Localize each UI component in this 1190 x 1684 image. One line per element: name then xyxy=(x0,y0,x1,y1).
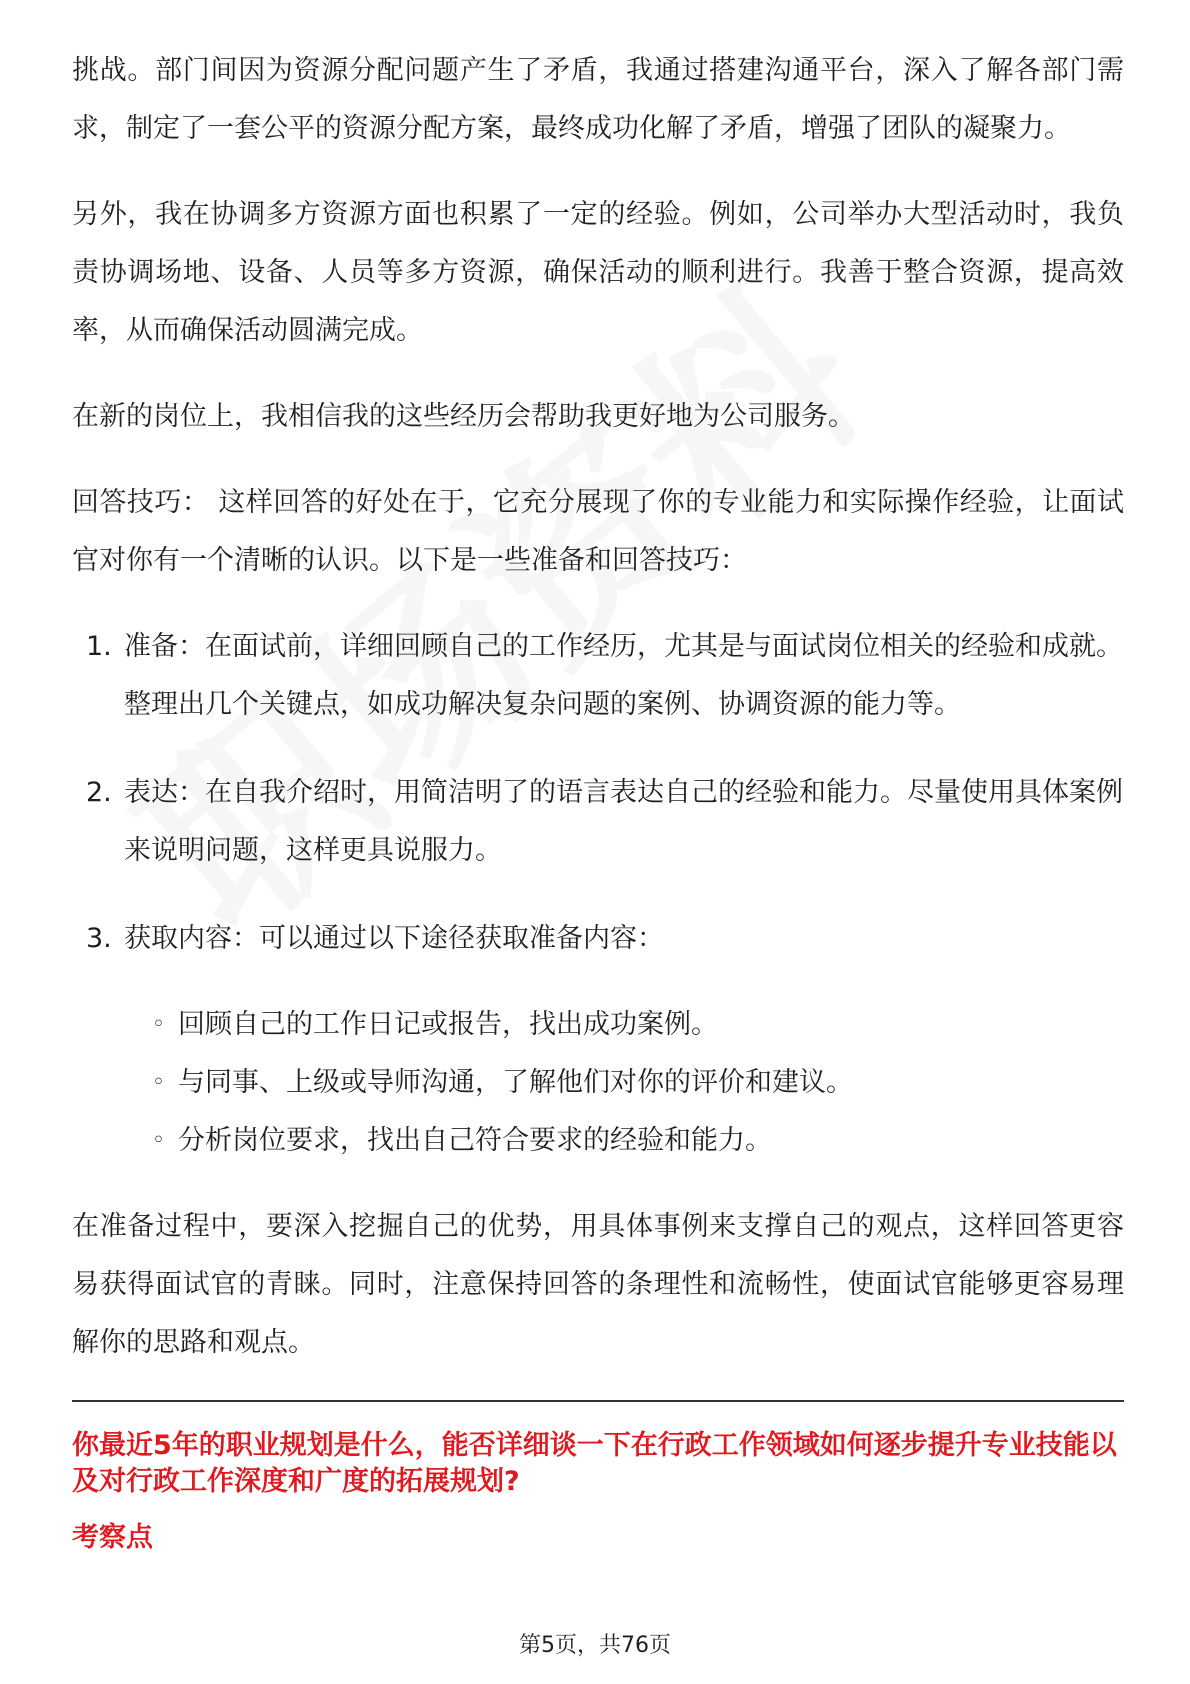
paragraph: 另外，我在协调多方资源方面也积累了一定的经验。例如，公司举办大型活动时，我负责协调场地、设备、人员等多方资源，确保活动的顺利进行。我善于整合资源，提高效率，从而确保活动圆满完成。 xyxy=(72,199,1124,346)
list-item-text: 准备：在面试前，详细回顾自己的工作经历，尤其是与面试岗位相关的经验和成就。整理出几个关键点，如成功解决复杂问题的案例、协调资源的能力等。 xyxy=(124,631,1123,720)
paragraph: 在新的岗位上，我相信我的这些经历会帮助我更好地为公司服务。 xyxy=(72,401,855,432)
closing-paragraph: 在准备过程中，要深入挖掘自己的优势，用具体事例来支撑自己的观点，这样回答更容易获得面试官的青睐。同时，注意保持回答的条理性和流畅性，使面试官能够更容易理解你的思路和观点。 xyxy=(72,1211,1124,1358)
sub-list-item xyxy=(72,1054,1124,1112)
sub-list-item xyxy=(72,1112,1124,1170)
bullet-icon: ◦ xyxy=(152,1128,165,1153)
sub-list-item-text: 与同事、上级或导师沟通，了解他们对你的评价和建议。 xyxy=(178,1067,853,1098)
page-content xyxy=(72,42,1124,1556)
tips-list xyxy=(72,618,1124,968)
sub-list xyxy=(72,996,1124,1170)
list-item-text: 表达：在自我介绍时，用简洁明了的语言表达自己的经验和能力。尽量使用具体案例来说明问题，这样更具说服力。 xyxy=(124,777,1123,866)
next-question-heading: 你最近5年的职业规划是什么，能否详细谈一下在行政工作领域如何逐步提升专业技能以及对行政工作深度和广度的拓展规划? xyxy=(72,1430,1117,1497)
list-number: 3. xyxy=(86,923,112,954)
paragraph: 挑战。部门间因为资源分配问题产生了矛盾，我通过搭建沟通平台，深入了解各部门需求，制定了一套公平的资源分配方案，最终成功化解了矛盾，增强了团队的凝聚力。 xyxy=(72,55,1124,144)
list-number: 2. xyxy=(86,777,112,808)
list-item xyxy=(72,764,1124,880)
list-number: 1. xyxy=(86,631,112,662)
page-footer: 第5页，共76页 xyxy=(519,1633,671,1658)
bullet-icon: ◦ xyxy=(152,1070,165,1095)
list-item xyxy=(72,618,1124,734)
list-item xyxy=(72,910,1124,968)
sub-list-item xyxy=(72,996,1124,1054)
list-item-text: 获取内容：可以通过以下途径获取准备内容： xyxy=(124,923,664,954)
sub-list-item-text: 分析岗位要求，找出自己符合要求的经验和能力。 xyxy=(178,1125,772,1156)
sub-list-item-text: 回顾自己的工作日记或报告，找出成功案例。 xyxy=(178,1009,718,1040)
paragraph-tips-intro: 回答技巧： 这样回答的好处在于，它充分展现了你的专业能力和实际操作经验，让面试官对你有一个清晰的认识。以下是一些准备和回答技巧： xyxy=(72,487,1124,576)
bullet-icon: ◦ xyxy=(152,1012,165,1037)
section-label: 考察点 xyxy=(72,1522,153,1553)
